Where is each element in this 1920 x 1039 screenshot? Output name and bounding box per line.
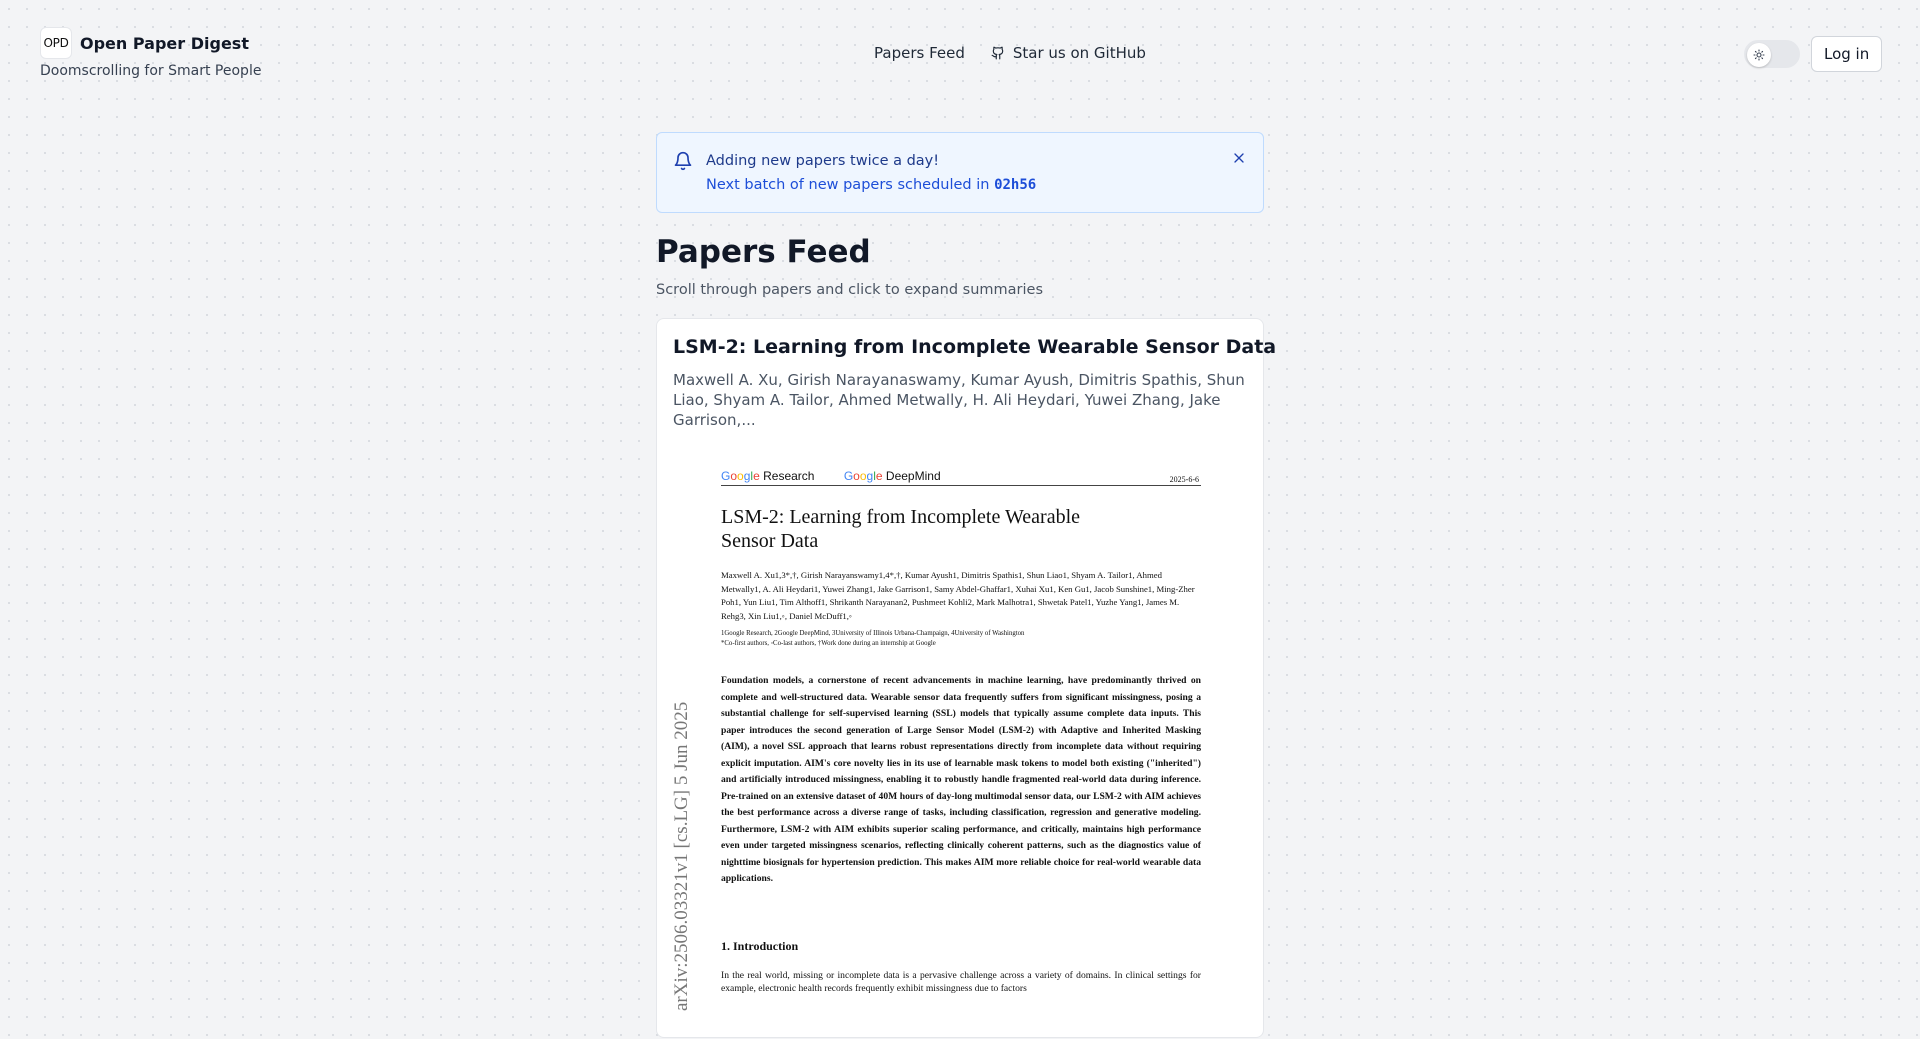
paper-preview-image[interactable] <box>657 429 1265 1039</box>
paper-authors: Maxwell A. Xu, Girish Narayanaswamy, Kumar Ayush, Dimitris Spathis, Shun Liao, Shyam A. Tailor, Ahmed Metwally, H. Ali Heydari, Yuwei Zhang, Jake Garrison,... <box>673 371 1245 429</box>
paper-preview-title: LSM-2: Learning from Incomplete Wearable Sensor Data <box>721 506 1081 552</box>
brand[interactable] <box>40 27 261 79</box>
nav-papers-feed-label: Papers Feed <box>874 44 965 62</box>
paper-preview-affiliations <box>721 629 1201 649</box>
paper-card[interactable] <box>656 318 1277 1038</box>
paper-header-logos <box>721 469 1201 486</box>
nav-github[interactable] <box>991 44 1146 62</box>
app-logo: OPD <box>40 27 72 59</box>
app-tagline: Doomscrolling for Smart People <box>40 63 262 79</box>
toggle-knob <box>1747 43 1771 67</box>
nav-papers-feed[interactable] <box>874 44 965 62</box>
page-subtitle: Scroll through papers and click to expand summaries <box>656 282 1044 298</box>
app-title[interactable]: Open Paper Digest <box>80 33 249 53</box>
google-deepmind-logo: Google DeepMind <box>843 469 941 483</box>
paper-affiliations-line: 1Google Research, 2Google DeepMind, 3University of Illinois Urbana-Champaign, 4University of Washington <box>721 630 1025 637</box>
login-button[interactable]: Log in <box>1811 36 1882 72</box>
paper-preview-intro: In the real world, missing or incomplete data is a pervasive challenge across a variety of domains. In clinical settings for example, electronic health records frequently exhibit missingness due to factors <box>721 970 1201 994</box>
nav-github-label: Star us on GitHub <box>1012 44 1146 62</box>
top-nav <box>874 44 1146 62</box>
close-icon[interactable] <box>1231 150 1247 166</box>
notice-banner <box>656 132 1264 213</box>
countdown-timer: 02h56 <box>994 177 1037 193</box>
github-icon <box>991 45 1005 61</box>
arxiv-stamp: arXiv:2506.03321v1 [cs.LG] 5 Jun 2025 <box>671 701 692 1011</box>
paper-preview-authors: Maxwell A. Xu1,3*,†, Girish Narayanswamy1,4*,†, Kumar Ayush1, Dimitris Spathis1, Shun Liao1, Shyam A. Tailor1, Ahmed Metwally1, A. Ali Heydari1, Yuwei Zhang1, Jake Garrison1, Samy Abdel-Ghaffar1, Xuhai Xu1, Ken Gu1, Jacob Sunshine1, Ming-Zher Poh1, Yun Liu1, Tim Althoff1, Shrikanth Narayanan2, Pushmeet Kohli2, Mark Malhotra1, Shwetak Patel1, Yuzhe Yang1, James M. Rehg3, Xin Liu1,◦, Daniel McDuff1,◦ <box>721 570 1195 621</box>
theme-toggle[interactable] <box>1744 40 1800 68</box>
paper-preview-intro-heading: 1. Introduction <box>721 939 799 953</box>
paper-date: 2025-6-6 <box>1169 475 1199 484</box>
paper-preview-abstract: Foundation models, a cornerstone of recent advancements in machine learning, have predominantly thrived on complete and well-structured data. Wearable sensor data frequently suffers from significant missingness, posing a substantial challenge for self-supervised learning (SSL) models that typically assume complete data inputs. This paper introduces the second generation of Large Sensor Model (LSM-2) with Adaptive and Inherited Masking (AIM), a novel SSL approach that learns robust representations directly from incomplete data without requiring explicit imputation. AIM's core novelty lies in its use of learnable mask tokens to model both existing ("inherited") and artificially introduced missingness, enabling it to robustly handle fragmented real-world data during inference. Pre-trained on an extensive dataset of 40M hours of day-long multimodal sensor data, our LSM-2 with AIM achieves the best performance across a diverse range of tasks, including classification, regression and generative modeling. Furthermore, LSM-2 with AIM exhibits superior scaling performance, and critically, maintains high performance even under targeted missingness scenarios, reflecting clinically coherent patterns, such as the diagnostics value of nighttime biosignals for hypertension prediction. This makes AIM more reliable choice for real-world wearable data applications. <box>721 675 1201 884</box>
google-research-logo: Google Research <box>721 469 815 483</box>
paper-affiliations-notes: *Co-first authors, ◦Co-last authors, †Work done during an internship at Google <box>721 640 936 647</box>
banner-schedule-text: Next batch of new papers scheduled in <box>706 177 990 193</box>
banner-schedule <box>706 177 1036 193</box>
sun-icon <box>1753 49 1765 61</box>
banner-message: Adding new papers twice a day! <box>706 153 940 169</box>
page-title: Papers Feed <box>656 234 871 270</box>
bell-icon <box>673 151 693 171</box>
paper-title[interactable]: LSM-2: Learning from Incomplete Wearable Sensor Data <box>673 336 1277 358</box>
